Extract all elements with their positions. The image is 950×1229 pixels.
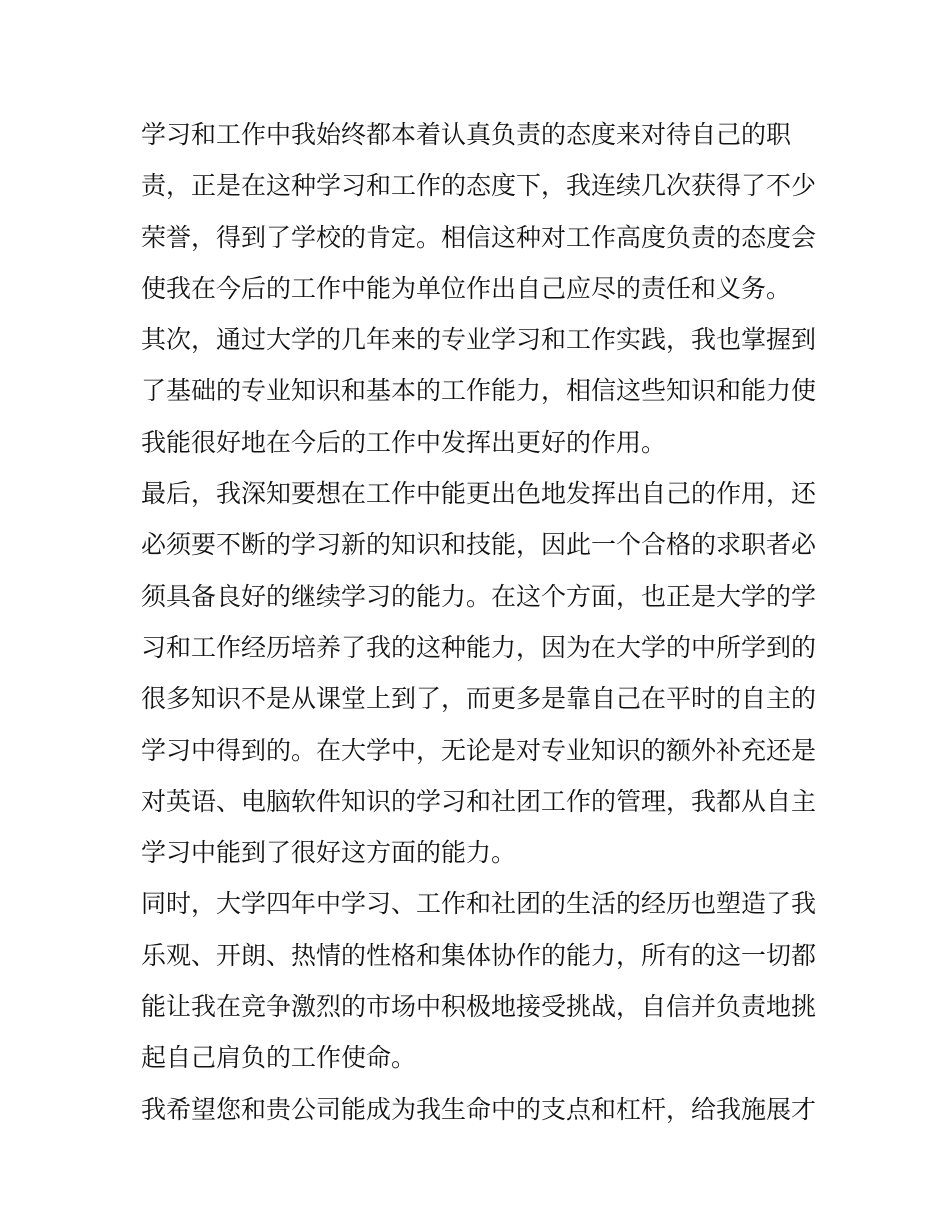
text-line: 乐观、开朗、热情的性格和集体协作的能力，所有的这一切都 [141, 940, 817, 970]
text-line: 我能很好地在今后的工作中发挥出更好的作用。 [141, 427, 667, 457]
text-line: 必须要不断的学习新的知识和技能，因此一个合格的求职者必 [141, 530, 817, 560]
text-line: 能让我在竞争激烈的市场中积极地接受挑战，自信并负责地挑 [141, 992, 817, 1022]
text-line: 了基础的专业知识和基本的工作能力，相信这些知识和能力使 [141, 376, 817, 406]
text-line: 对英语、电脑软件知识的学习和社团工作的管理，我都从自主 [141, 786, 817, 816]
text-line: 荣誉，得到了学校的肯定。相信这种对工作高度负责的态度会 [141, 222, 817, 252]
text-line: 责，正是在这种学习和工作的态度下，我连续几次获得了不少 [141, 171, 817, 201]
text-line: 很多知识不是从课堂上到了，而更多是靠自己在平时的自主的 [141, 684, 817, 714]
text-line: 使我在今后的工作中能为单位作出自己应尽的责任和义务。 [141, 273, 792, 303]
text-line: 学习中得到的。在大学中，无论是对专业知识的额外补充还是 [141, 735, 817, 765]
document-body [141, 109, 817, 1135]
text-line: 其次，通过大学的几年来的专业学习和工作实践，我也掌握到 [141, 325, 817, 355]
text-line: 学习中能到了很好这方面的能力。 [141, 838, 517, 868]
text-line: 同时，大学四年中学习、工作和社团的生活的经历也塑造了我 [141, 889, 817, 919]
text-line: 起自己肩负的工作使命。 [141, 1043, 417, 1073]
text-line: 我希望您和贵公司能成为我生命中的支点和杠杆，给我施展才 [141, 1094, 817, 1124]
text-line: 须具备良好的继续学习的能力。在这个方面，也正是大学的学 [141, 581, 817, 611]
text-line: 学习和工作中我始终都本着认真负责的态度来对待自己的职 [141, 120, 792, 149]
text-line: 最后，我深知要想在工作中能更出色地发挥出自己的作用，还 [141, 479, 817, 509]
text-line: 习和工作经历培养了我的这种能力，因为在大学的中所学到的 [141, 632, 817, 662]
